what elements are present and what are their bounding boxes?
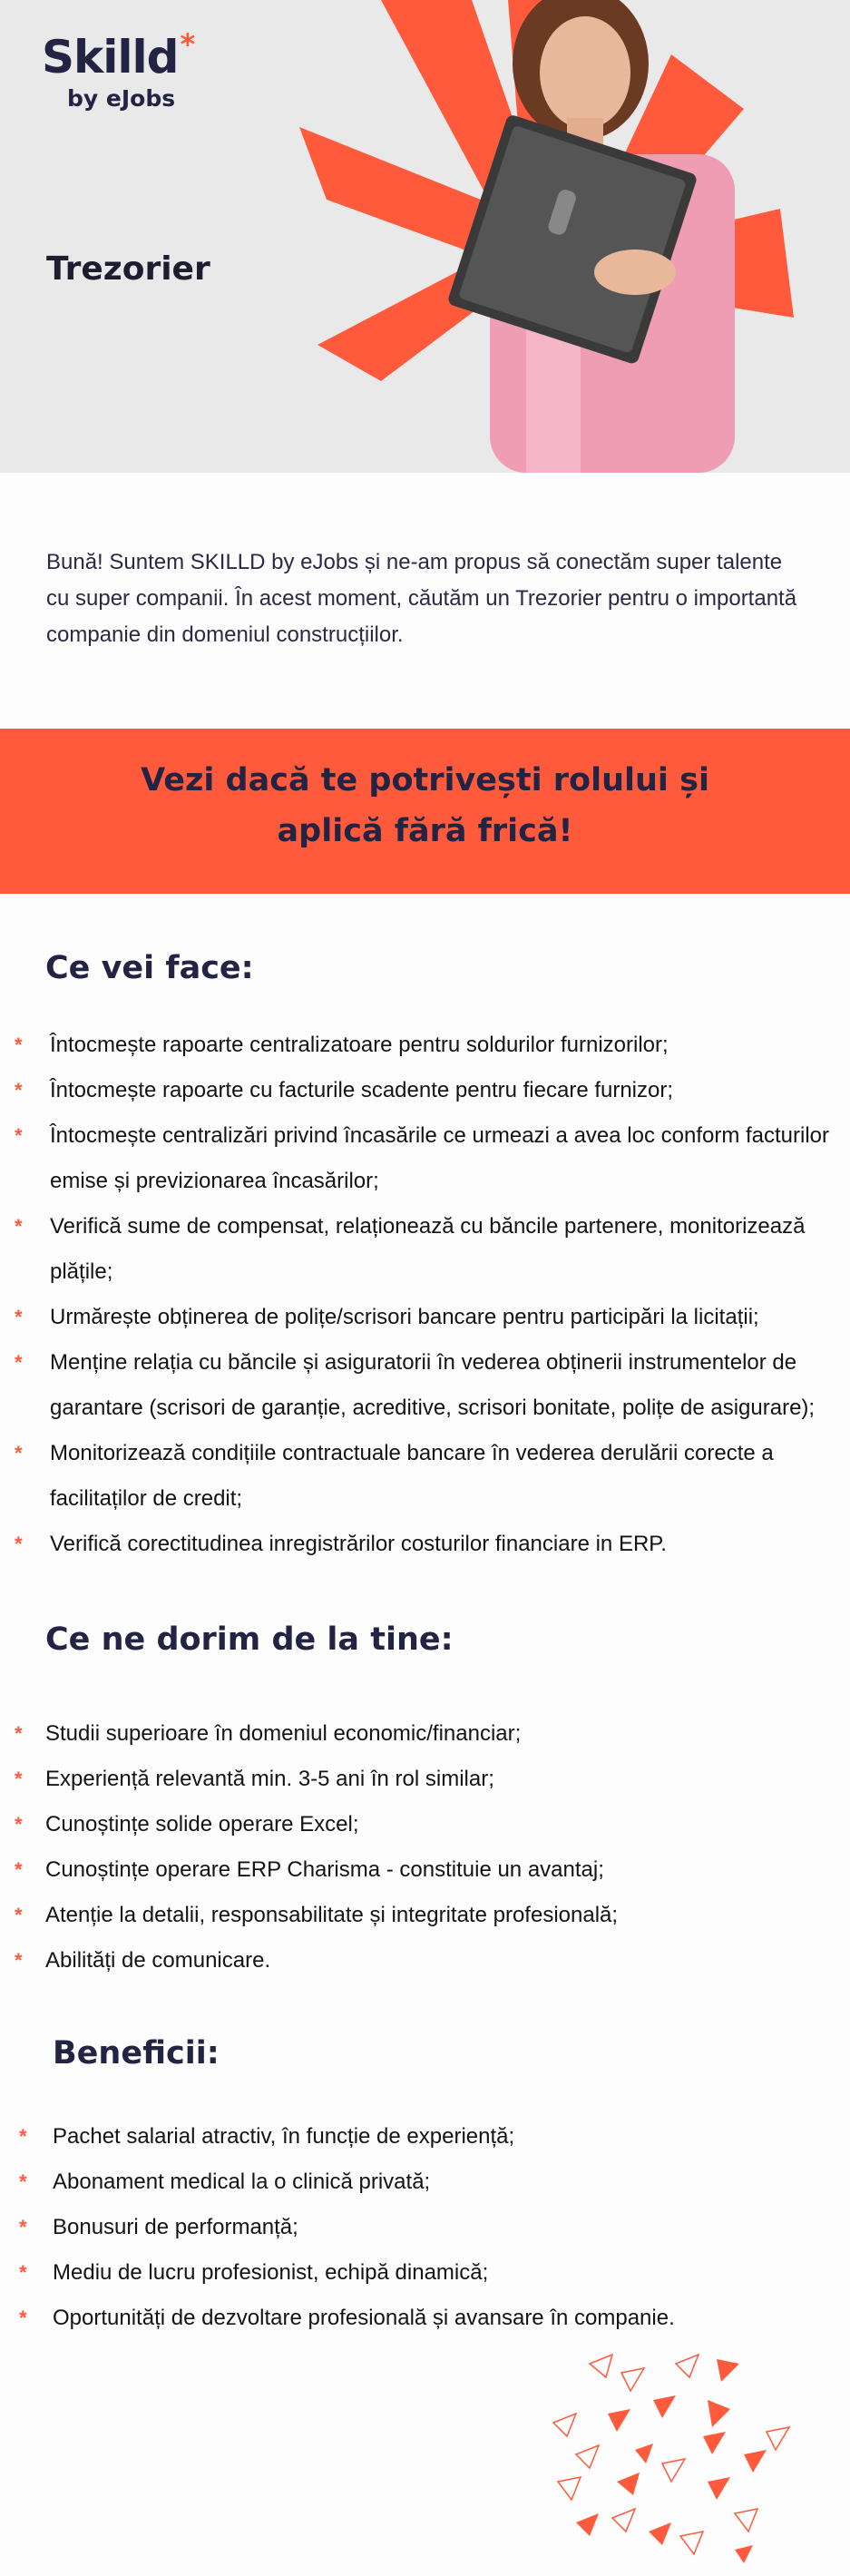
list-item: * Bonusuri de performanță; xyxy=(53,2205,824,2250)
asterisk-icon: * xyxy=(15,1722,23,1745)
asterisk-icon: * xyxy=(15,1215,23,1238)
cta-line-1: Vezi dacă te potrivești rolului și xyxy=(141,762,709,798)
list-item: * Pachet salarial atractiv, în funcție de experiență; xyxy=(53,2114,824,2160)
triangle-pattern-icon xyxy=(526,2346,798,2568)
asterisk-icon: * xyxy=(15,1306,23,1328)
list-item: * Oportunități de dezvoltare profesională și avansare în companie. xyxy=(53,2296,824,2341)
list-item: * Cunoștințe solide operare Excel; xyxy=(45,1802,826,1847)
asterisk-icon: * xyxy=(15,1351,23,1374)
asterisk-icon: * xyxy=(15,1768,23,1790)
hero-banner xyxy=(0,0,850,473)
list-item: * Studii superioare în domeniul economic/financiar; xyxy=(45,1711,826,1757)
list-item: * Abonament medical la o clinică privată; xyxy=(53,2160,824,2205)
list-item: * Întocmește rapoarte centralizatoare pentru soldurilor furnizorilor; xyxy=(50,1023,839,1068)
list-item: * Întocmește rapoarte cu facturile scadente pentru fiecare furnizor; xyxy=(50,1068,839,1113)
asterisk-icon: * xyxy=(15,1904,23,1926)
list-item: * Verifică sume de compensat, relaționează cu băncile partenere, monitorizează plățile; xyxy=(50,1204,839,1295)
list-item: * Menține relația cu băncile și asiguratorii în vederea obținerii instrumentelor de garantare (scrisori de garanție, acreditive, scrisori bonitate, polițe de asigurare); xyxy=(50,1340,839,1431)
asterisk-icon: * xyxy=(19,2216,27,2238)
list-item: * Atenție la detalii, responsabilitate și integritate profesională; xyxy=(45,1893,826,1938)
asterisk-icon: * xyxy=(15,1442,23,1464)
asterisk-icon: * xyxy=(15,1813,23,1836)
asterisk-icon: * xyxy=(15,1033,23,1056)
list-item: * Verifică corectitudinea inregistrărilor costurilor financiare in ERP. xyxy=(50,1522,839,1567)
asterisk-icon: * xyxy=(15,1079,23,1102)
intro-paragraph: Bună! Suntem SKILLD by eJobs și ne-am propus să conectăm super talente cu super companii. În acest moment, căutăm un Trezorier pentru o importantă companie din domeniul construcțiilor. xyxy=(46,550,797,647)
list-item: * Mediu de lucru profesionist, echipă dinamică; xyxy=(53,2250,824,2296)
list-item: * Urmărește obținerea de polițe/scrisori bancare pentru participări la licitații; xyxy=(50,1295,839,1340)
list-item: * Monitorizează condițiile contractuale bancare în vederea derulării corecte a facilitaților de credit; xyxy=(50,1431,839,1522)
asterisk-icon: * xyxy=(19,2307,27,2329)
list-item: * Cunoștințe operare ERP Charisma - constituie un avantaj; xyxy=(45,1847,826,1893)
benefits-title: Beneficii: xyxy=(53,2035,220,2072)
list-item: * Întocmește centralizări privind încasările ce urmeazi a avea loc conform facturilor emise și previzionarea încasărilor; xyxy=(50,1113,839,1204)
job-title: Trezorier xyxy=(46,250,210,288)
list-item: * Abilități de comunicare. xyxy=(45,1938,826,1983)
logo-wordmark: Skilld xyxy=(42,31,179,83)
asterisk-icon: * xyxy=(19,2125,27,2148)
logo-subtitle: by eJobs xyxy=(67,85,176,112)
benefits-list xyxy=(19,2114,824,2341)
responsibilities-title: Ce vei face: xyxy=(45,950,254,986)
asterisk-icon: * xyxy=(19,2261,27,2284)
logo-asterisk-icon: * xyxy=(180,27,195,62)
asterisk-icon: * xyxy=(15,1858,23,1881)
responsibilities-list xyxy=(15,1023,839,1567)
cta-line-2: aplică fără frică! xyxy=(277,813,573,849)
asterisk-icon: * xyxy=(15,1124,23,1147)
asterisk-icon: * xyxy=(15,1949,23,1972)
asterisk-icon: * xyxy=(15,1533,23,1555)
requirements-list xyxy=(15,1711,826,1983)
cta-text xyxy=(0,755,850,857)
asterisk-icon: * xyxy=(19,2170,27,2193)
skilld-logo[interactable] xyxy=(42,27,195,112)
list-item: * Experiență relevantă min. 3-5 ani în rol similar; xyxy=(45,1757,826,1802)
requirements-title: Ce ne dorim de la tine: xyxy=(45,1621,454,1658)
